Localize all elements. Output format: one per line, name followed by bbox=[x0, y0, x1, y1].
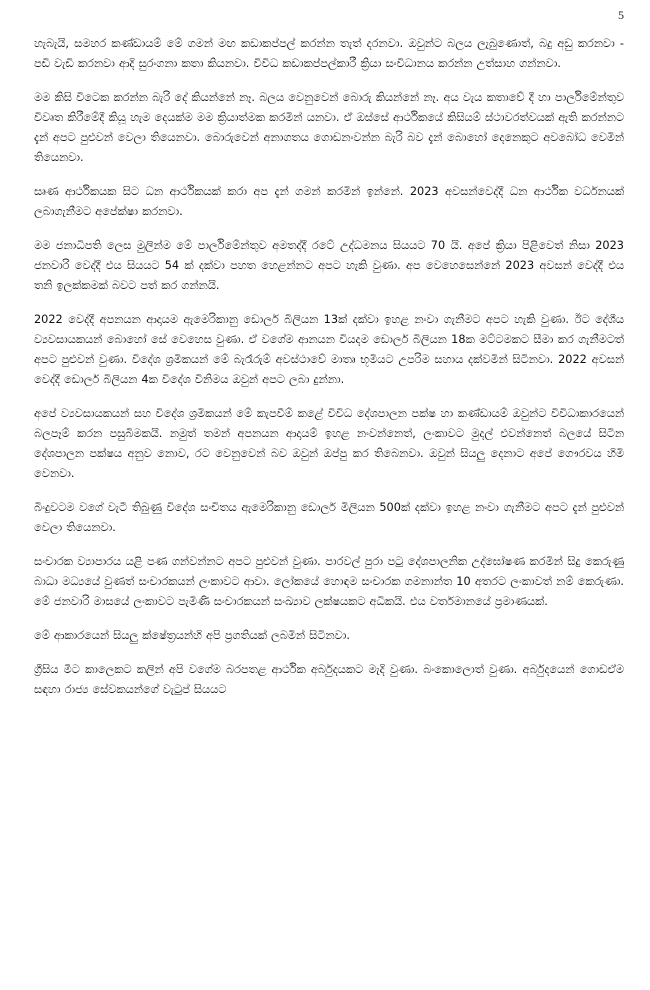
paragraph-1: හැබැයි, සමහර කණ්ඩායම් මේ ගමන් මඟ කඩාකප්පල් කරන්න තැත් දරනවා. ඔවුන්ට බලය ලැබුණොත්, බදු අඩු කරනවා - පඩි වැඩි කරනවා ආදි සුරංගනා කතා කියනවා. විවිධ කඩාකප්පල්කාරී ක්‍රියා සංවිධානය කරන්න උත්සාහ ගන්නවා. bbox=[34, 37, 624, 70]
paragraph-3: සෘණ ආර්ථිකයක සිට ධන ආර්ථිකයක් කරා අප දැන් ගමන් කරමින් ඉන්නේ. 2023 අවසන්වෙද්දී ධන ආර්ථික වර්ධනයක් ලබාගැනීමට අපේක්ෂා කරනවා. bbox=[34, 185, 624, 218]
paragraph-9: මේ ආකාරයෙන් සියලු ක්ෂේත්‍රයන්හි අපි ප්‍රගතියක් ලබමින් සිටිනවා. bbox=[34, 629, 350, 642]
paragraph-8: සංචාරක ව්‍යාපාරය යළි පණ ගන්වන්නට අපට පුළුවන් වුණා. පාරවල් පුරා පටු දේශපාලනික උද්ඝෝෂණ කරමින් සිදු කෙරුණු බාධා මධ්‍යයේ වුණත් සංචාරකයන් ලංකාවට ආවා. ලෝකයේ හොඳම සංචාරක ගමනාන්ත 10 අතරට ලංකාවත් නම් කෙරුණා. මේ ජනවාරි මාසයේ ලංකාවට පැමිණි සංචාරකයන් සංඛ්‍යාව ලක්ෂයකට අධිකයි. එය වර්තමානයේ ප්‍රමාණයක්. bbox=[34, 555, 624, 608]
document-body bbox=[34, 34, 624, 714]
paragraph-10: ග්‍රීසිය මීට කාලෙකට කලින් අපි වගේම බරපතළ ආර්ථික අර්බුදයකට මැදි වුණා. බංකොලොත් වුණා. අර්බුදයෙන් ගොඩඒම සඳහා රාජ්‍ය සේවකයන්ගේ වැටුප් සියයට bbox=[34, 663, 624, 696]
paragraph-2: මම කිසි විටෙක කරන්න බැරි දේ කියන්නේ නෑ. බලය වෙනුවෙන් බොරු කියන්නේ නෑ. අය වැය කතාවේ දී හා පාර්ලිමේන්තුව විවෘත කිරීමේදී කියූ හැම දෙයක්ම මම ක්‍රියාත්මක කරමින් යනවා. ඒ ඔස්සේ ආර්ථිකයේ කිසියම් ස්ථාවරත්වයක් ඇති කරන්නට දැන් අපට පුළුවන් වෙලා තියෙනවා. බොරුවෙන් අනාගතය ගොඩනංවන්න බැරි බව දැන් බොහෝ දෙනෙකුට අවබෝධ වෙමින් තියෙනවා. bbox=[34, 91, 624, 164]
paragraph-4: මම ජනාධිපති ලෙස මුලින්ම මේ පාර්ලිමේන්තුව අමතද්දී රටේ උද්ධමනය සියයට 70 යි. අපේ ක්‍රියා පිළිවෙත් නිසා 2023 ජනවාරි වෙද්දී එය සියයට 54 ක් දක්වා පහත හෙළන්නට අපට හැකි වුණා. අප වෙහෙසෙන්නේ 2023 අවසන් වෙද්දී එය තනි ඉලක්කමක් බවට පත් කර ගන්නයි. bbox=[34, 239, 624, 292]
paragraph-5: 2022 වෙද්දී අපනයන ආදායම ඇමෙරිකානු ඩොලර් බිලියන 13ක් දක්වා ඉහළ නංවා ගැනීමට අපට හැකි වුණා. ඊට දේශීය ව්‍යවසායකයන් බොහෝ සේ වෙහෙස වුණා. ඒ වගේම ආනයන වියදම ඩොලර් බිලියන 18ක මට්ටමකට සීමා කර ගැනීමටත් අපට පුළුවන් වුණා. විදේශ ශ්‍රමිකයන් මේ බැරෑරුම් අවස්ථාවේ මාතෘ භූමියට උපරිම සහාය දක්වමින් සිටිනවා. 2022 අවසන් වෙද්දී ඩොලර් බිලියන 4ක විදේශ විනිමය ඔවුන් අපට ලබා දුන්නා. bbox=[34, 313, 624, 386]
paragraph-7: බිංදුවටම වගේ වැටී තිබුණු විදේශ සංචිතය ඇමෙරිකානු ඩොලර් මිලියන 500ක් දක්වා ඉහළ නංවා ගැනීමට අපට දැන් පුළුවන් වෙලා තියෙනවා. bbox=[34, 501, 624, 534]
page-number: 5 bbox=[618, 8, 624, 22]
paragraph-6: අපේ ව්‍යවසායකයන් සහ විදේශ ශ්‍රමිකයන් මේ කැපවීම් කළේ විවිධ දේශපාලන පක්ෂ හා කණ්ඩායම් ඔවුන්ට විවිධාකාරයෙන් බලපෑම් කරන පසුබිමකයි. නමුත් තමන් අපනයන ආදායම් ඉහළ නංවන්නෙත්, ලංකාවට මුදල් එවන්නෙත් බලයේ සිටින දේශපාලන පක්ෂය අනුව නොව, රට වෙනුවෙන් බව ඔවුන් ඔප්පු කර තිබෙනවා. ඔවුන් සියලු දෙනාට අපේ ගෞරවය හිමි වෙනවා. bbox=[34, 407, 624, 480]
